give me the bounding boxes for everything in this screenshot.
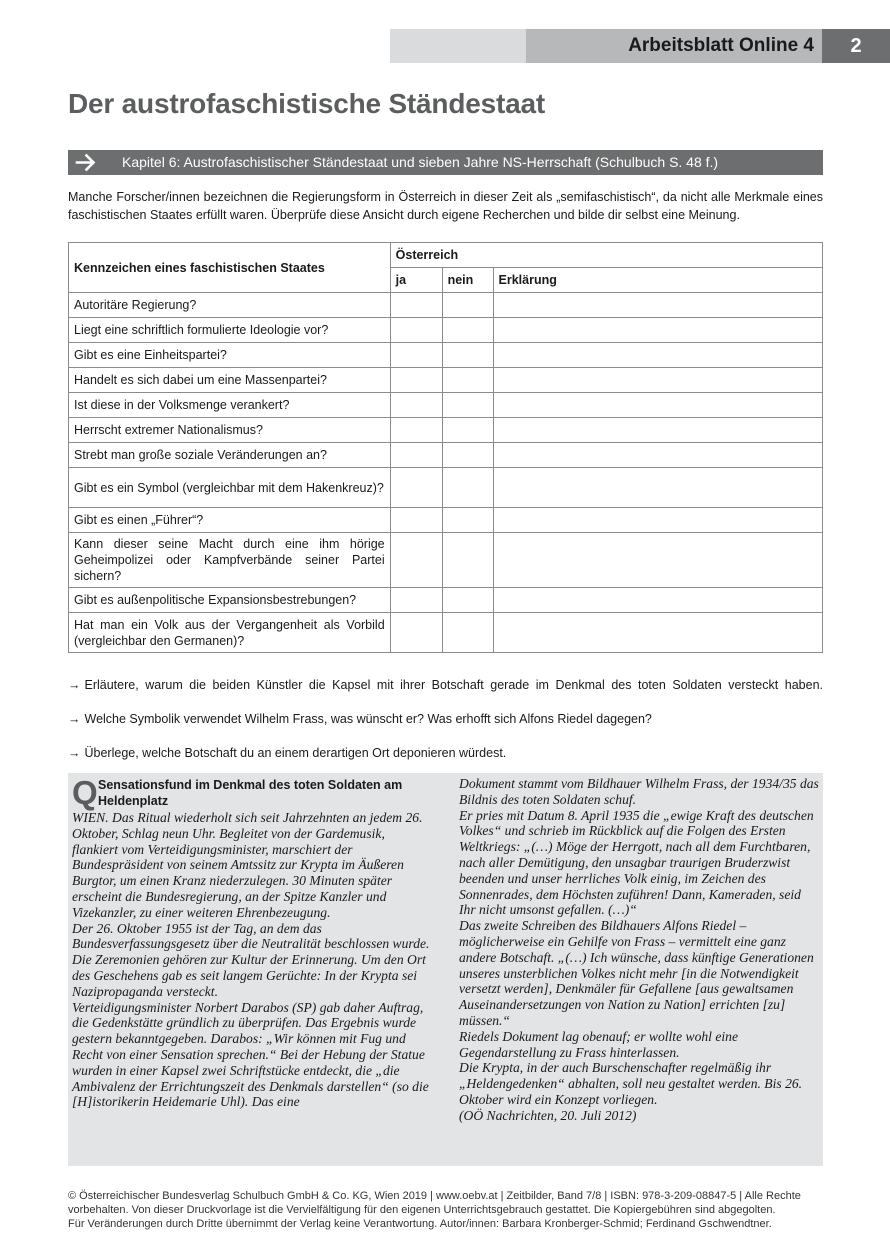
explanation-cell[interactable] bbox=[493, 393, 822, 418]
yes-cell[interactable] bbox=[390, 468, 442, 508]
criterion-cell: Autoritäre Regierung? bbox=[69, 293, 391, 318]
source-paragraph: Verteidigungsminister Norbert Darabos (SP) gab daher Auftrag, die Gedenkstätte gründlich zu überprüfen. Das Ergebnis wurde gestern bekanntgegeben. Darabos: „Wir können mit Fug und Recht von einer Sensation sprechen.“ Bei der Hebung der Statue wurden in einer Kapsel zwei Schriftstücke entdeckt, die „die Ambivalenz der Errichtungszeit des Denkmals darstellen“ (so die [H]istorikerin Heidemarie Uhl). Das eine bbox=[72, 999, 429, 1110]
no-cell[interactable] bbox=[442, 318, 493, 343]
no-cell[interactable] bbox=[442, 393, 493, 418]
source-citation: (OÖ Nachrichten, 20. Juli 2012) bbox=[459, 1107, 637, 1123]
source-headline: Sensationsfund im Denkmal des toten Soldaten am Heldenplatz bbox=[98, 778, 403, 808]
explanation-cell[interactable] bbox=[493, 508, 822, 533]
no-cell[interactable] bbox=[442, 508, 493, 533]
no-cell[interactable] bbox=[442, 613, 493, 653]
footer-line: Für Veränderungen durch Dritte übernimmt der Verlag keine Verantwortung. Autor/innen: Barbara Kronberger-Schmid; Ferdinand Gschwendtner. bbox=[68, 1218, 772, 1230]
no-cell[interactable] bbox=[442, 343, 493, 368]
task-arrow-icon: → bbox=[68, 678, 81, 692]
header-band-light bbox=[390, 29, 526, 63]
no-cell[interactable] bbox=[442, 418, 493, 443]
arrow-right-icon bbox=[74, 150, 98, 175]
no-cell[interactable] bbox=[442, 293, 493, 318]
explanation-cell[interactable] bbox=[493, 318, 822, 343]
table-row bbox=[69, 533, 823, 588]
table-row bbox=[69, 343, 823, 368]
table-row bbox=[69, 293, 823, 318]
source-paragraph: Er pries mit Datum 8. April 1935 die „ewige Kraft des deutschen Volkes“ und schrieb im Rückblick auf die Folgen des Ersten Weltkriegs: „(…) Möge der Herrgott, nach all dem Furchtbaren, nach aller Demütigung, den unsagbar traurigen Bruderzwist beenden und unser herrliches Volk einig, im Zeichen des Sonnenrades, dem Höchsten zuführen! Dann, Kameraden, seid Ihr nicht umsonst gefallen. (…)“ bbox=[459, 807, 814, 918]
task-arrow-icon: → bbox=[68, 712, 81, 726]
table-row bbox=[69, 613, 823, 653]
source-paragraph: Die Krypta, in der auch Burschenschafter regelmäßig ihr „Heldengedenken“ abhalten, soll neu gestaltet werden. Bis 26. Oktober wird ein Konzept vorliegen. bbox=[459, 1060, 803, 1107]
worksheet-label: Arbeitsblatt Online 4 bbox=[628, 35, 814, 56]
task-text: Erläutere, warum die beiden Künstler die Kapsel mit ihrer Botschaft gerade im Denkmal des toten Soldaten versteckt haben. bbox=[84, 678, 823, 692]
chapter-reference-text: Kapitel 6: Austrofaschistischer Ständestaat und sieben Jahre NS-Herrschaft (Schulbuch S. 48 f.) bbox=[122, 154, 719, 170]
no-cell[interactable] bbox=[442, 368, 493, 393]
copyright-footer bbox=[68, 1189, 828, 1231]
explanation-cell[interactable] bbox=[493, 613, 822, 653]
yes-cell[interactable] bbox=[390, 393, 442, 418]
criterion-cell: Strebt man große soziale Veränderungen an? bbox=[69, 443, 391, 468]
criterion-cell: Kann dieser seine Macht durch eine ihm hörige Geheimpolizei oder Kampfverbände seiner Partei sichern? bbox=[69, 533, 391, 588]
no-cell[interactable] bbox=[442, 443, 493, 468]
source-paragraph: Der 26. Oktober 1955 ist der Tag, an dem das Bundesverfassungsgesetz über die Neutralität beschlossen wurde. Die Zeremonien gehören zur Kultur der Erinnerung. Um den Ort des Geschehens gab es seit langem Gerüchte: In der Krypta sei Nazipropaganda versteckt. bbox=[72, 920, 430, 999]
explanation-cell[interactable] bbox=[493, 368, 822, 393]
table-row bbox=[69, 468, 823, 508]
table-row bbox=[69, 443, 823, 468]
chapter-reference-bar bbox=[68, 150, 823, 175]
criterion-cell: Handelt es sich dabei um eine Massenpartei? bbox=[69, 368, 391, 393]
footer-line: © Österreichischer Bundesverlag Schulbuch GmbH & Co. KG, Wien 2019 | www.oebv.at | Zeitbilder, Band 7/8 | ISBN: 978-3-209-08847-5 | Alle Rechte bbox=[68, 1190, 801, 1202]
country-column-header: Österreich bbox=[390, 243, 822, 268]
criteria-column-header: Kennzeichen eines faschistischen Staates bbox=[69, 243, 391, 293]
no-cell[interactable] bbox=[442, 533, 493, 588]
yes-cell[interactable] bbox=[390, 368, 442, 393]
task-item bbox=[68, 711, 823, 727]
criterion-cell: Hat man ein Volk aus der Vergangenheit als Vorbild (vergleichbar den Germanen)? bbox=[69, 613, 391, 653]
criterion-cell: Gibt es eine Einheitspartei? bbox=[69, 343, 391, 368]
yes-cell[interactable] bbox=[390, 318, 442, 343]
source-paragraph: WIEN. Das Ritual wiederholt sich seit Jahrzehnten an jedem 26. Oktober, Schlag neun Uhr. Begleitet von der Gardemusik, flankiert vom Verteidigungsminister, marschiert der Bundespräsident von seinem Amtssitz zur Krypta im Äußeren Burgtor, um einen Kranz niederzulegen. 30 Minuten später erscheint die Bundesregierung, an der Spitze Kanzler und Vizekanzler, zu einer weiteren Ehrenbezeugung. bbox=[72, 810, 423, 920]
explanation-cell[interactable] bbox=[493, 588, 822, 613]
source-paragraph: Dokument stammt vom Bildhauer Wilhelm Frass, der 1934/35 das Bildnis des toten Soldaten schuf. bbox=[459, 776, 819, 807]
source-q-marker: Q bbox=[72, 774, 98, 811]
table-row bbox=[69, 393, 823, 418]
table-row bbox=[69, 508, 823, 533]
yes-cell[interactable] bbox=[390, 443, 442, 468]
no-cell[interactable] bbox=[442, 468, 493, 508]
page-title: Der austrofaschistische Ständestaat bbox=[68, 88, 545, 119]
table-row bbox=[69, 418, 823, 443]
criterion-cell: Liegt eine schriftlich formulierte Ideologie vor? bbox=[69, 318, 391, 343]
yes-cell[interactable] bbox=[390, 418, 442, 443]
yes-cell[interactable] bbox=[390, 613, 442, 653]
source-column-right bbox=[459, 776, 819, 1124]
yes-cell[interactable] bbox=[390, 588, 442, 613]
explanation-cell[interactable] bbox=[493, 533, 822, 588]
table-row bbox=[69, 318, 823, 343]
table-row bbox=[69, 368, 823, 393]
explanation-cell[interactable] bbox=[493, 293, 822, 318]
no-column-header: nein bbox=[442, 268, 493, 293]
yes-column-header: ja bbox=[390, 268, 442, 293]
task-text: Welche Symbolik verwendet Wilhelm Frass, was wünscht er? Was erhofft sich Alfons Riedel dagegen? bbox=[84, 712, 652, 726]
task-text: Überlege, welche Botschaft du an einem derartigen Ort deponieren würdest. bbox=[84, 746, 507, 760]
page-number: 2 bbox=[822, 29, 890, 63]
explanation-cell[interactable] bbox=[493, 343, 822, 368]
explanation-cell[interactable] bbox=[493, 468, 822, 508]
footer-line: vorbehalten. Von dieser Druckvorlage ist die Vervielfältigung für den eigenen Unterrichtsgebrauch gestattet. Die Kopiergebühren sind abgegolten. bbox=[68, 1204, 776, 1216]
no-cell[interactable] bbox=[442, 588, 493, 613]
table-row bbox=[69, 588, 823, 613]
intro-text: Manche Forscher/innen bezeichnen die Regierungsform in Österreich in dieser Zeit als „semifaschistisch“, da nicht alle Merkmale eines faschistischen Staates erfüllt waren. Überprüfe diese Ansicht durch eigene Recherchen und bilde dir selbst eine Meinung. bbox=[68, 190, 823, 222]
yes-cell[interactable] bbox=[390, 508, 442, 533]
source-paragraph: Das zweite Schreiben des Bildhauers Alfons Riedel – möglicherweise ein Gehilfe von Frass – vermittelt eine ganz andere Botschaft. „(…) Ich wünsche, dass künftige Generationen unseres unsterblichen Volkes nicht mehr [in die Notwendigkeit versetzt werden], Denkmäler für Gefallene [aus gewaltsamen Auseinandersetzungen von Nation zu Nation] errichten [zu] müssen.“ bbox=[459, 918, 814, 1028]
explanation-column-header: Erklärung bbox=[493, 268, 822, 293]
source-paragraph: Riedels Dokument lag obenauf; er wollte wohl eine Gegendarstellung zu Frass hinterlassen. bbox=[459, 1028, 738, 1060]
criterion-cell: Gibt es außenpolitische Expansionsbestrebungen? bbox=[69, 588, 391, 613]
source-column-left bbox=[72, 810, 432, 1110]
yes-cell[interactable] bbox=[390, 293, 442, 318]
criterion-cell: Herrscht extremer Nationalismus? bbox=[69, 418, 391, 443]
task-item bbox=[68, 677, 823, 693]
criterion-cell: Ist diese in der Volksmenge verankert? bbox=[69, 393, 391, 418]
criterion-cell: Gibt es einen „Führer“? bbox=[69, 508, 391, 533]
task-item bbox=[68, 745, 823, 761]
criteria-table bbox=[68, 242, 823, 653]
yes-cell[interactable] bbox=[390, 343, 442, 368]
task-arrow-icon: → bbox=[68, 746, 81, 760]
explanation-cell[interactable] bbox=[493, 418, 822, 443]
explanation-cell[interactable] bbox=[493, 443, 822, 468]
criterion-cell: Gibt es ein Symbol (vergleichbar mit dem Hakenkreuz)? bbox=[69, 468, 391, 508]
yes-cell[interactable] bbox=[390, 533, 442, 588]
